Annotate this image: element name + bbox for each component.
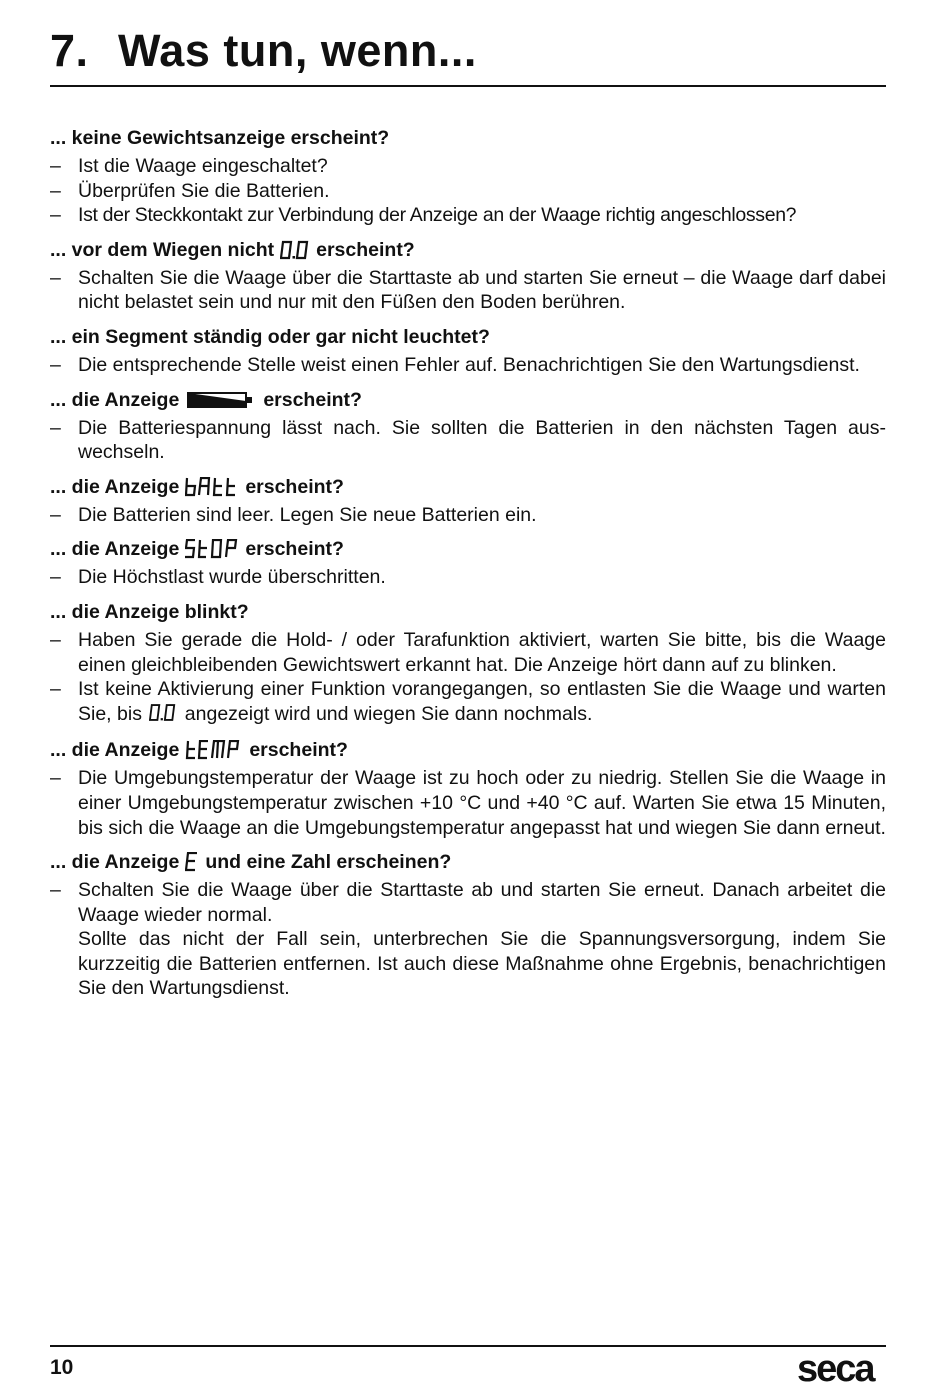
dash: – <box>50 503 61 526</box>
seven-segment-batt-icon <box>185 477 239 497</box>
section-error-code <box>50 850 886 1001</box>
list-item: – Überprüfen Sie die Batterien. <box>50 179 330 202</box>
display-code-temp <box>185 740 243 760</box>
dash: – <box>50 179 61 202</box>
list-item: – Ist keine Aktivierung einer Funktion vorangegangen, so entlasten Sie die Waage und warten Sie, bis angezeigt wird und wiegen Sie dann nochmals. <box>50 677 886 728</box>
list-item: – Schalten Sie die Waage über die Starttaste ab und starten Sie erneut. Danach arbeitet die Waage wieder normal. <box>50 879 886 926</box>
seven-segment-0.0-icon <box>280 240 310 260</box>
section-stop <box>50 537 886 590</box>
brand-logo: seca <box>797 1348 874 1390</box>
list-item: – Die Batterien sind leer. Legen Sie neue Batterien ein. <box>50 503 537 526</box>
section-low-battery <box>50 388 886 465</box>
list-item: – Die Höchstlast wurde überschritten. <box>50 566 386 589</box>
seven-segment-0.0-inline-icon <box>149 703 177 722</box>
list-item: – Ist der Steckkontakt zur Verbindung der Anzeige an der Waage richtig angeschlossen? <box>50 204 797 227</box>
section-no-weight-display <box>50 126 886 228</box>
list-item: – Die Batteriespannung lässt nach. Sie sollten die Batterien in den nächsten Tagen auswechseln. <box>50 416 886 464</box>
question: ... die Anzeige blinkt? <box>50 600 249 623</box>
section-zero-not-shown <box>50 238 886 315</box>
dash: – <box>50 416 61 439</box>
display-code-zero <box>280 240 310 260</box>
seven-segment-stop-icon <box>185 539 239 559</box>
dash: – <box>50 628 61 651</box>
dash: – <box>50 566 61 589</box>
list-item: – Schalten Sie die Waage über die Starttaste ab und starten Sie erneut – die Waage darf dabei nicht belastet sein und nur mit den Füßen den Boden berühren. <box>50 266 886 314</box>
display-code-e <box>185 852 199 872</box>
low-battery-icon <box>187 391 253 409</box>
dash: – <box>50 353 61 376</box>
question: ... die Anzeige erscheint? <box>50 475 344 498</box>
question: ... keine Gewichtsanzeige erscheint? <box>50 127 390 149</box>
dash: – <box>50 767 61 790</box>
dash: – <box>50 678 61 701</box>
question: ... vor dem Wiegen nicht erscheint? <box>50 238 415 261</box>
display-code-stop <box>185 539 239 559</box>
display-code-zero-inline <box>149 703 177 729</box>
list-item: – Die entsprechende Stelle weist einen Fehler auf. Benachrichtigen Sie den Wartungsdienst. <box>50 353 860 376</box>
chapter-title: Was tun, wenn... <box>118 25 477 76</box>
dash: – <box>50 879 61 902</box>
seven-segment-e-icon <box>185 852 199 872</box>
question: ... die Anzeige erscheint? <box>50 538 344 561</box>
dash: – <box>50 266 61 289</box>
display-code-batt <box>185 477 239 497</box>
question: ... ein Segment ständig oder gar nicht leuchtet? <box>50 325 490 348</box>
question: ... die Anzeige und eine Zahl erscheinen? <box>50 851 452 874</box>
seven-segment-temp-icon <box>185 740 243 760</box>
footer-rule <box>50 1345 886 1347</box>
header-rule <box>50 85 886 87</box>
section-temp <box>50 738 886 840</box>
list-item: – Ist die Waage eingeschaltet? <box>50 155 328 177</box>
list-item-continuation: Sollte das nicht der Fall sein, unterbrechen Sie die Spannungsversorgung, indem Sie kurzzeitig die Batterien entfernen. Ist auch diese Maßnahme ohne Ergebnis, benachrichtigen Sie den Wartungsdienst. <box>78 928 886 1000</box>
list-item: – Haben Sie gerade die Hold- / oder Tarafunktion aktiviert, warten Sie bitte, bis die Waage einen gleichbleibenden Gewichtswert erkannt hat. Die Anzeige hört dann auf zu blinken. <box>50 628 886 676</box>
question: ... die Anzeige erscheint? <box>50 739 348 762</box>
section-blinking <box>50 600 886 728</box>
chapter-number: 7. <box>50 25 89 76</box>
section-segment-fault <box>50 325 886 378</box>
question: ... die Anzeige erscheint? <box>50 388 362 411</box>
chapter-heading <box>50 24 477 78</box>
page-number: 10 <box>50 1356 74 1379</box>
dash: – <box>50 204 61 227</box>
list-item: – Die Umgebungstemperatur der Waage ist zu hoch oder zu niedrig. Stellen Sie die Waage in einer Umgebungstemperatur zwischen +10 °C und +40 °C auf. Warten Sie etwa 15 Minuten, bis sich die Waage an die Umgebungstemperatur angepasst hat und wiegen Sie dann erneut. <box>50 767 886 839</box>
troubleshooting-list <box>50 126 886 1011</box>
section-batt <box>50 475 886 528</box>
dash: – <box>50 155 61 177</box>
